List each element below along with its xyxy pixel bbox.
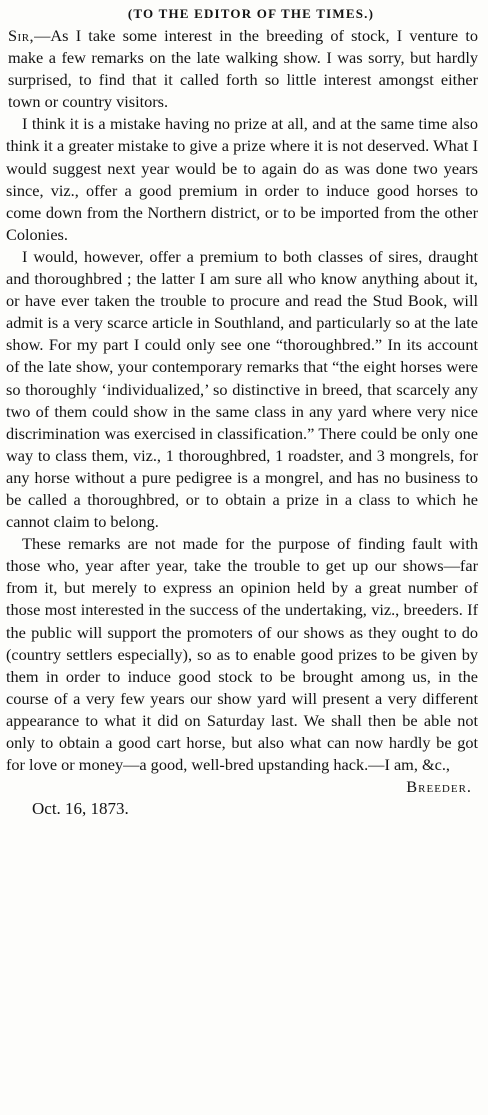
paragraph-text: These remarks are not made for the purpose of finding fault with those who, year after year, take the trouble to get up our shows—far from it, but merely to express an opinion held by a great number of those most interested in the success of the undertaking, viz., breeders. If the public will support the promoters of our shows as they ought to do (country settlers especially), so as to enable good prizes to be given by them in order to induce good stock to be brought among us, in the course of a very few years our show yard will present a very different appearance to what it did on Saturday last. We shall then be able not only to obtain a good cart horse, but also what can now hardly be got for love or money—a good, well-bred upstanding hack. (6, 534, 478, 775)
signature: Breeder. (406, 777, 472, 797)
letter-paragraph-3: I would, however, offer a premium to both classes of sires, draught and thoroughbred ; the latter I am sure all who know anything about it, or have ever taken the trouble to procure and read the Stud Book, will admit is a very scarce article in Southland, and particularly so at the late show. For my part I could only see one “thoroughbred.” In its account of the late show, your contemporary remarks that “the eight horses were so thoroughly ‘individualized,’ so distinctive in breed, that scarcely any two of them could show in the same class in any yard where very nice discrimination was exercised in classification.” There could be only one way to class them, viz., 1 thoroughbred, 1 roadster, and 3 mongrels, for any horse without a pure pedigree is a mongrel, and has no business to be called a thoroughbred, or to obtain a prize in a class to which he cannot claim to belong. (6, 246, 478, 532)
salutation: Sir, (8, 26, 35, 45)
letter-paragraph-4 (6, 533, 478, 776)
letter-date: Oct. 16, 1873. (32, 799, 129, 819)
letter-paragraph-1 (6, 25, 478, 113)
letter-heading: (TO THE EDITOR OF THE TIMES.) (127, 6, 375, 21)
letter-paragraph-2: I think it is a mistake having no prize at all, and at the same time also think it a greater mistake to give a prize where it is not deserved. What I would suggest next year would be to again do as was done two years since, viz., offer a good premium in order to induce good horses to come down from the Northern district, or to be imported from the other Colonies. (6, 114, 478, 244)
signoff-row (6, 776, 478, 798)
paragraph-text: —As I take some interest in the breeding of stock, I venture to make a few remarks on the late walking show. I was sorry, but hardly surprised, to find that it called forth so little interest amongst either town or country visitors. (8, 26, 478, 112)
closing-phrase: —I am, &c., (368, 755, 451, 775)
